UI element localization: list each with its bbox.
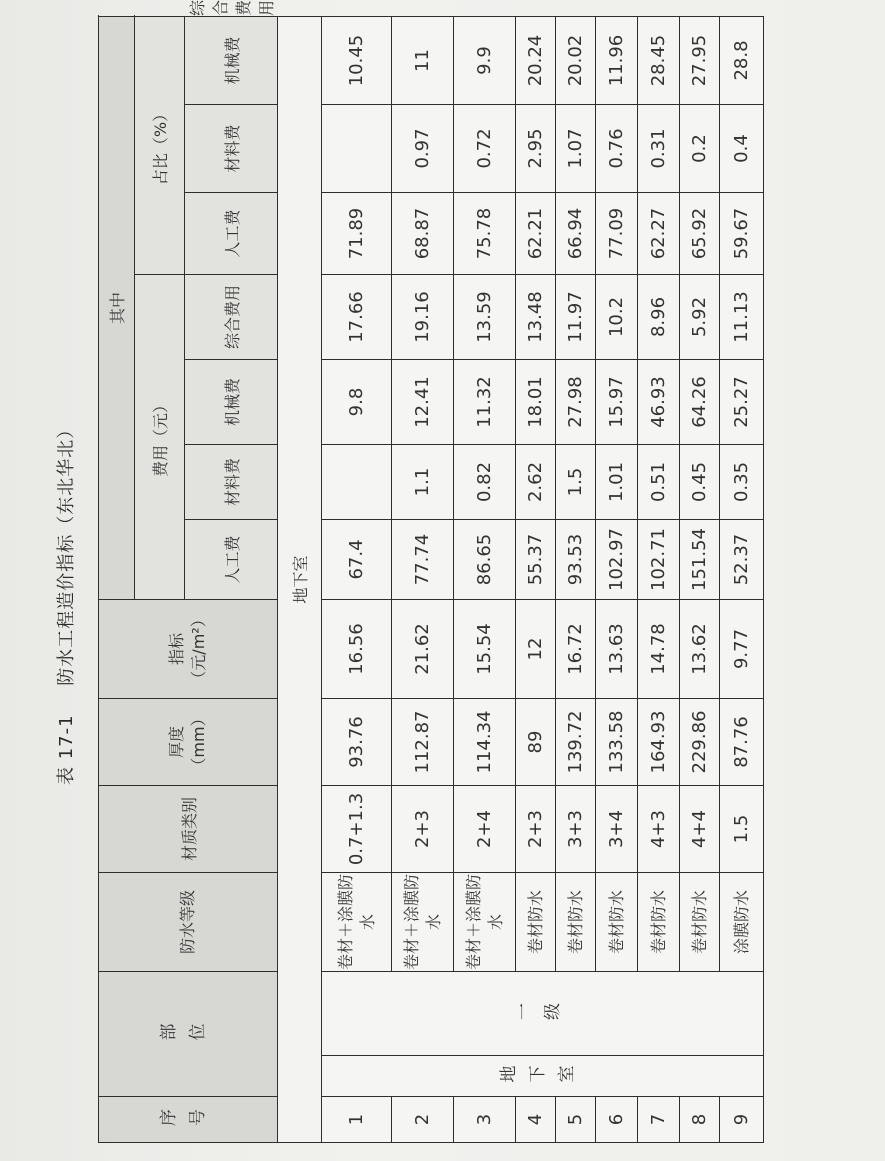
- cell-labor: 15.54: [454, 600, 516, 699]
- cell-material: 卷材防水: [680, 873, 720, 972]
- cell-labor: 9.77: [720, 600, 764, 699]
- cell-machinery: 2.62: [516, 445, 556, 520]
- cell-materials: 55.37: [516, 520, 556, 600]
- cell-index: 114.34: [454, 699, 516, 786]
- cell-grade: 一级: [322, 972, 764, 1056]
- cell-materials: 102.97: [596, 520, 638, 600]
- cell-machinery: 0.82: [454, 445, 516, 520]
- cell-thickness: 3+4: [596, 786, 638, 873]
- cell-machinery-ratio: 0.4: [720, 105, 764, 193]
- header-position: 部位: [99, 972, 278, 1097]
- cell-machinery: 1.1: [392, 445, 454, 520]
- cell-seq: 4: [516, 1097, 556, 1143]
- cell-index: 87.76: [720, 699, 764, 786]
- cell-machinery-ratio: [322, 105, 392, 193]
- header-material: 材质类别: [99, 786, 278, 873]
- cell-composite: 18.01: [516, 360, 556, 445]
- cell-materials-ratio: 71.89: [322, 193, 392, 275]
- cell-seq: 9: [720, 1097, 764, 1143]
- cell-materials: 52.37: [720, 520, 764, 600]
- cell-composite: 27.98: [556, 360, 596, 445]
- cell-machinery: 1.01: [596, 445, 638, 520]
- cell-materials-ratio: 75.78: [454, 193, 516, 275]
- cell-position: 地下室: [322, 1056, 764, 1097]
- cell-material: 卷材防水: [638, 873, 680, 972]
- cell-index: 139.72: [556, 699, 596, 786]
- cell-index: 93.76: [322, 699, 392, 786]
- cell-labor-ratio: 11.13: [720, 275, 764, 360]
- cell-index: 112.87: [392, 699, 454, 786]
- header-materials-ratio: 材料费: [185, 105, 278, 193]
- table-title: 防水工程造价指标（东北华北）: [56, 419, 77, 686]
- cell-materials-ratio: 66.94: [556, 193, 596, 275]
- cell-composite-ratio: 28.45: [638, 17, 680, 105]
- cell-composite: 46.93: [638, 360, 680, 445]
- cell-material: 卷材防水: [516, 873, 556, 972]
- cell-labor-ratio: 13.48: [516, 275, 556, 360]
- cell-seq: 5: [556, 1097, 596, 1143]
- cell-machinery: 0.51: [638, 445, 680, 520]
- cell-labor-ratio: 10.2: [596, 275, 638, 360]
- cell-index: 89: [516, 699, 556, 786]
- cell-materials-ratio: 59.67: [720, 193, 764, 275]
- cell-composite: 25.27: [720, 360, 764, 445]
- cell-machinery: 0.45: [680, 445, 720, 520]
- cell-materials-ratio: 68.87: [392, 193, 454, 275]
- cell-seq: 6: [596, 1097, 638, 1143]
- cell-thickness: 1.5: [720, 786, 764, 873]
- cell-composite: 9.8: [322, 360, 392, 445]
- cell-machinery-ratio: 2.95: [516, 105, 556, 193]
- cell-machinery: [322, 445, 392, 520]
- cell-labor: 16.72: [556, 600, 596, 699]
- cell-machinery-ratio: 0.97: [392, 105, 454, 193]
- cell-labor-ratio: 11.97: [556, 275, 596, 360]
- section-band: 地下室: [278, 17, 322, 1143]
- cell-thickness: 2+3: [516, 786, 556, 873]
- header-grade: 防水等级: [99, 873, 278, 972]
- table-number: 表 17-1: [56, 714, 77, 785]
- cell-machinery-ratio: 1.07: [556, 105, 596, 193]
- cell-labor-ratio: 13.59: [454, 275, 516, 360]
- cell-materials: 151.54: [680, 520, 720, 600]
- cell-composite: 12.41: [392, 360, 454, 445]
- cell-materials: 86.65: [454, 520, 516, 600]
- cell-composite: 15.97: [596, 360, 638, 445]
- cell-materials-ratio: 62.21: [516, 193, 556, 275]
- cell-seq: 3: [454, 1097, 516, 1143]
- cell-thickness: 2+4: [454, 786, 516, 873]
- cell-labor-ratio: 17.66: [322, 275, 392, 360]
- cell-materials-ratio: 77.09: [596, 193, 638, 275]
- cell-thickness: 4+4: [680, 786, 720, 873]
- cell-composite-ratio: 9.9: [454, 17, 516, 105]
- cell-labor: 13.62: [680, 600, 720, 699]
- cell-composite-ratio: 28.8: [720, 17, 764, 105]
- header-labor: 人工费: [185, 520, 278, 600]
- cell-index: 164.93: [638, 699, 680, 786]
- cell-material: 卷材＋涂膜防水: [454, 873, 516, 972]
- cell-materials-ratio: 65.92: [680, 193, 720, 275]
- header-thickness: 厚度（mm）: [99, 699, 278, 786]
- cost-index-table: 序号 部位 防水等级 材质类别 厚度（mm） 指标（元/m²） 其中 费用（元） 占比（%） 人工费 材料费 机械费 综合费用 人工费 材料费 机械费 综合费用 地下室 1 地下室 一级 卷材＋涂膜防水 0.7+1.3 93.76 16.56 67.4 9.8 17.66 71.89 10.45 2 卷材＋涂膜防水 2+3 112.87 21.62 77.74 1.1 12.41 19.16 68.87 0.97 11 3 卷材＋涂膜防水 2+4 114.34 15.54 86.65 0.82 11.32 13.59 75.78 0.72 9.9 4 卷材防水 2+3 89 12 55.37 2.62 18.01 13.48 62.21 2.95 20.24 5 卷材防水 3+3 139.72 16.72 93.53 1.5 27.98 11.97 66.94 1.07 20.02 6 卷材防水 3+4 133.58 13.63 102.97 1.01 15.97 10.2 77.09 0.76 11.96 7 卷材防水 4+3 164.93 14.78 102.71 0.51 46.93 8.96 62.27 0.31 28.45 8 卷材防水 4+4 229.86 13.62 151.54 0.45 64.26 5.92 65.92 0.2 27.95 9 涂膜防水 1.5 87.76 9.77 52.37 0.35 25.27 11.13 59.67 0.4 28.8: [98, 16, 764, 1143]
- cell-index: 229.86: [680, 699, 720, 786]
- cell-thickness: 3+3: [556, 786, 596, 873]
- cell-index: 133.58: [596, 699, 638, 786]
- header-index: 指标（元/m²）: [99, 600, 278, 699]
- cell-seq: 1: [322, 1097, 392, 1143]
- cell-labor-ratio: 19.16: [392, 275, 454, 360]
- cell-materials: 67.4: [322, 520, 392, 600]
- cell-labor: 21.62: [392, 600, 454, 699]
- cell-material: 卷材＋涂膜防水: [322, 873, 392, 972]
- cell-seq: 2: [392, 1097, 454, 1143]
- cell-materials: 102.71: [638, 520, 680, 600]
- cell-labor: 13.63: [596, 600, 638, 699]
- header-cost-group: 费用（元）: [135, 275, 185, 600]
- cell-machinery: 1.5: [556, 445, 596, 520]
- header-machinery-ratio: 机械费: [185, 17, 278, 105]
- cell-composite-ratio: 11: [392, 17, 454, 105]
- header-materials: 材料费: [185, 445, 278, 520]
- cell-composite: 11.32: [454, 360, 516, 445]
- cell-material: 涂膜防水: [720, 873, 764, 972]
- cell-material: 卷材防水: [596, 873, 638, 972]
- cell-material: 卷材＋涂膜防水: [392, 873, 454, 972]
- cell-labor: 14.78: [638, 600, 680, 699]
- table-caption: [52, 420, 78, 785]
- cell-seq: 8: [680, 1097, 720, 1143]
- table-row: [322, 17, 392, 1143]
- cell-labor-ratio: 5.92: [680, 275, 720, 360]
- cell-materials-ratio: 62.27: [638, 193, 680, 275]
- header-labor-ratio: 人工费: [185, 193, 278, 275]
- cell-composite-ratio: 10.45: [322, 17, 392, 105]
- cell-thickness: 2+3: [392, 786, 454, 873]
- cell-materials: 93.53: [556, 520, 596, 600]
- header-seq: 序号: [99, 1097, 278, 1143]
- cell-composite-ratio: 20.02: [556, 17, 596, 105]
- cell-labor-ratio: 8.96: [638, 275, 680, 360]
- cell-materials: 77.74: [392, 520, 454, 600]
- cell-thickness: 0.7+1.3: [322, 786, 392, 873]
- cell-material: 卷材防水: [556, 873, 596, 972]
- cell-composite-ratio: 11.96: [596, 17, 638, 105]
- cell-seq: 7: [638, 1097, 680, 1143]
- cell-composite: 64.26: [680, 360, 720, 445]
- header-ratio-group: 占比（%）: [135, 17, 185, 275]
- cell-machinery: 0.35: [720, 445, 764, 520]
- cell-machinery-ratio: 0.2: [680, 105, 720, 193]
- header-of-which: 其中: [99, 17, 135, 600]
- cell-labor: 16.56: [322, 600, 392, 699]
- cell-machinery-ratio: 0.72: [454, 105, 516, 193]
- header-machinery: 机械费: [185, 360, 278, 445]
- cell-machinery-ratio: 0.76: [596, 105, 638, 193]
- cell-labor: 12: [516, 600, 556, 699]
- cell-machinery-ratio: 0.31: [638, 105, 680, 193]
- cell-composite-ratio: 27.95: [680, 17, 720, 105]
- cell-composite-ratio: 20.24: [516, 17, 556, 105]
- cell-thickness: 4+3: [638, 786, 680, 873]
- header-composite: 综合费用: [185, 275, 278, 360]
